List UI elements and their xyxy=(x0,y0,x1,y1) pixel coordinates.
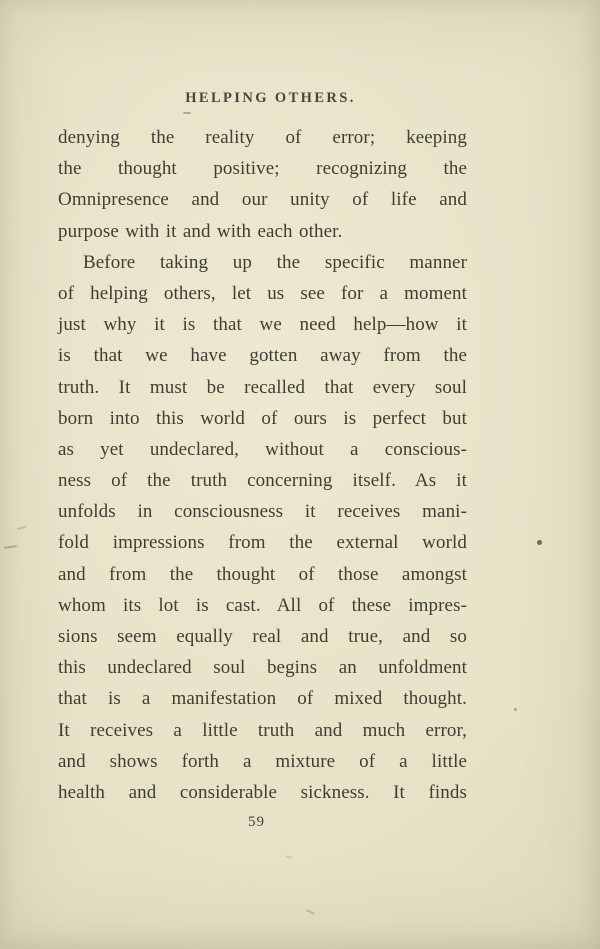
text-line: whom its lot is cast. All of these impres- xyxy=(58,594,467,616)
paper-speck xyxy=(306,909,315,915)
text-line: unfolds in consciousness it receives mani- xyxy=(58,501,467,523)
text-line: and shows forth a mixture of a little xyxy=(58,750,467,772)
text-line: and from the thought of those amongst xyxy=(58,563,467,585)
text-line: Before taking up the specific manner xyxy=(83,251,467,273)
text-line: that is a manifestation of mixed thought. xyxy=(58,688,467,710)
text-line: just why it is that we need help—how it xyxy=(58,314,467,336)
running-header: HELPING OTHERS. xyxy=(185,90,356,106)
page-number: 59 xyxy=(248,814,265,830)
text-line: purpose with it and with each other. xyxy=(58,220,343,242)
body-text xyxy=(58,122,467,808)
paper-speck xyxy=(4,545,17,549)
paper-speck xyxy=(514,708,517,711)
text-line: is that we have gotten away from the xyxy=(58,345,467,367)
text-line: born into this world of ours is perfect but xyxy=(58,407,467,429)
text-line: sions seem equally real and true, and so xyxy=(58,626,467,647)
text-line: It receives a little truth and much error, xyxy=(58,719,467,741)
paper-speck xyxy=(17,526,26,530)
text-line: denying the reality of error; keeping xyxy=(58,127,467,148)
text-line: as yet undeclared, without a conscious- xyxy=(58,438,467,460)
text-line: the thought positive; recognizing the xyxy=(58,158,467,180)
text-line: of helping others, let us see for a moment xyxy=(58,282,467,304)
paper-speck xyxy=(286,855,292,858)
text-line: this undeclared soul begins an unfoldment xyxy=(58,657,467,679)
paper-speck xyxy=(183,112,191,114)
text-line: health and considerable sickness. It finds xyxy=(58,781,467,803)
text-line: ness of the truth concerning itself. As it xyxy=(58,470,467,492)
paper-speck xyxy=(537,540,542,545)
text-line: Omnipresence and our unity of life and xyxy=(58,189,467,211)
text-line: truth. It must be recalled that every soul xyxy=(58,376,467,398)
text-line: fold impressions from the external world xyxy=(58,532,467,554)
